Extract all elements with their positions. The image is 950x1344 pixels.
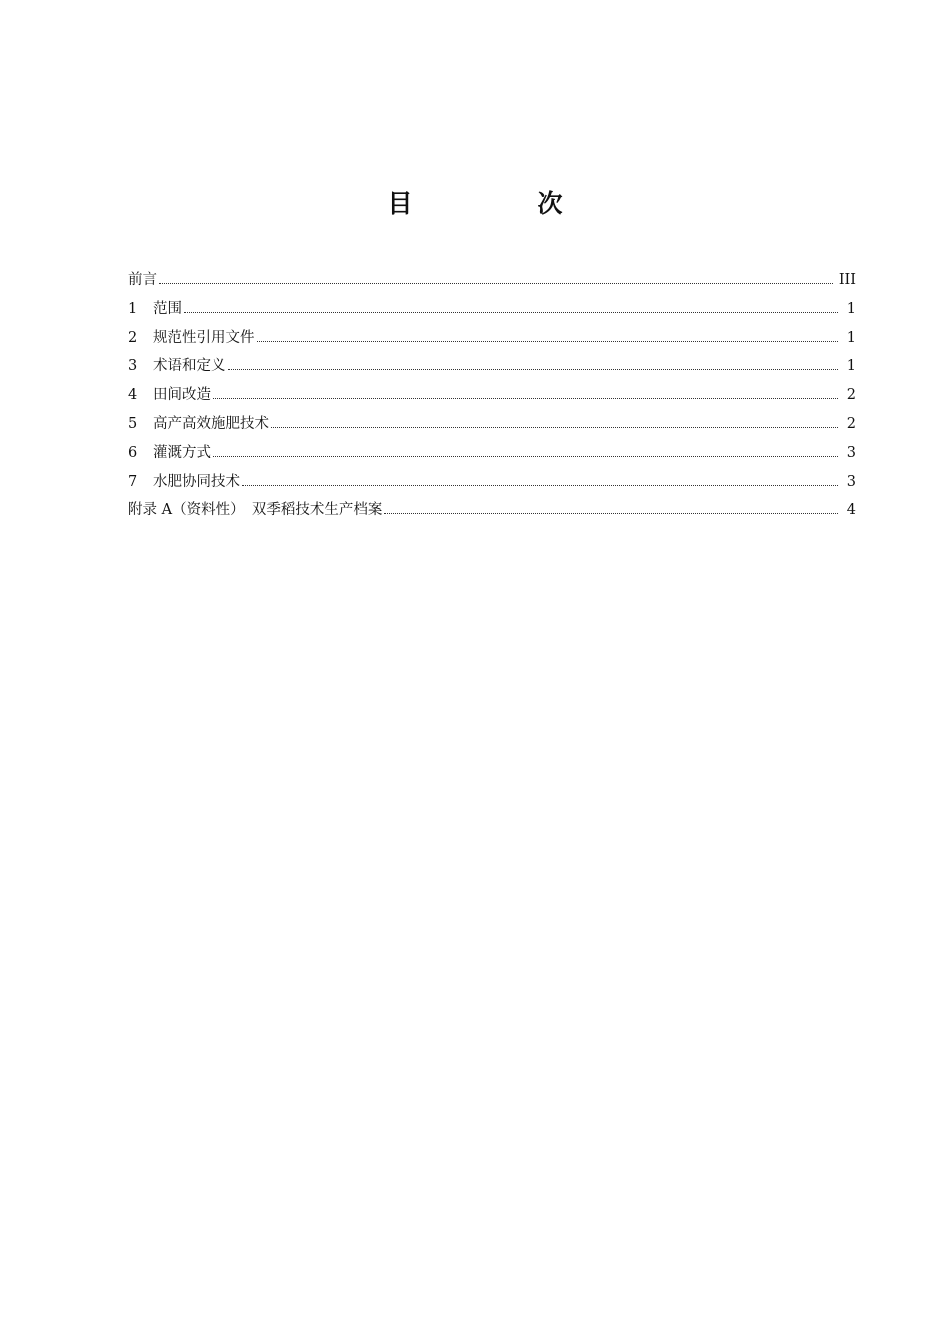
toc-leader-dots bbox=[213, 439, 838, 468]
toc-entry-water-fertilizer[interactable] bbox=[128, 468, 856, 497]
toc-leader-dots bbox=[184, 295, 838, 324]
toc-leader-dots bbox=[159, 266, 833, 295]
toc-entry-field-improvement[interactable] bbox=[128, 381, 856, 410]
toc-entry-label: 范围 bbox=[153, 300, 182, 317]
toc-entry-label: 规范性引用文件 bbox=[153, 329, 255, 346]
page-title: 目 次 bbox=[387, 189, 613, 218]
toc-entry-label: 高产高效施肥技术 bbox=[153, 415, 269, 432]
toc-leader-dots bbox=[257, 324, 839, 353]
toc-entry-normative-references[interactable] bbox=[128, 324, 856, 353]
toc-entry-label: 水肥协同技术 bbox=[153, 473, 240, 490]
toc-leader-dots bbox=[213, 381, 838, 410]
toc-leader-dots bbox=[384, 496, 838, 525]
toc-entry-number: 1 bbox=[128, 300, 138, 317]
toc-entry-page: 3 bbox=[846, 473, 856, 490]
toc-leader-dots bbox=[228, 352, 839, 381]
toc-entry-label: 灌溉方式 bbox=[153, 444, 211, 461]
toc-entry-page: 1 bbox=[846, 300, 856, 317]
toc-entry-irrigation[interactable] bbox=[128, 439, 856, 468]
toc-entry-page: 2 bbox=[846, 387, 856, 404]
toc-entry-page: 4 bbox=[846, 502, 856, 519]
toc-leader-dots bbox=[242, 468, 838, 497]
toc-entry-number: 5 bbox=[128, 415, 138, 432]
toc-entry-scope[interactable] bbox=[128, 295, 856, 324]
toc-entry-appendix-a[interactable] bbox=[128, 496, 856, 525]
toc-entry-terms-definitions[interactable] bbox=[128, 352, 856, 381]
toc-entry-page: 1 bbox=[846, 358, 856, 375]
toc-entry-foreword[interactable] bbox=[128, 266, 856, 295]
table-of-contents bbox=[128, 266, 856, 525]
toc-entry-label: 术语和定义 bbox=[153, 358, 226, 375]
toc-entry-page: 2 bbox=[846, 415, 856, 432]
toc-entry-number: 3 bbox=[128, 358, 138, 375]
toc-entry-label: 前言 bbox=[128, 272, 157, 288]
toc-entry-number: 6 bbox=[128, 444, 138, 461]
toc-entry-label: 附录 A（资料性） 双季稻技术生产档案 bbox=[128, 502, 383, 519]
toc-entry-page: 3 bbox=[846, 444, 856, 461]
toc-entry-fertilization[interactable] bbox=[128, 410, 856, 439]
toc-entry-page: III bbox=[838, 272, 856, 288]
toc-entry-number: 4 bbox=[128, 387, 138, 404]
toc-entry-number: 7 bbox=[128, 473, 138, 490]
toc-entry-number: 2 bbox=[128, 329, 138, 346]
toc-leader-dots bbox=[271, 410, 838, 439]
toc-entry-page: 1 bbox=[846, 329, 856, 346]
toc-entry-label: 田间改造 bbox=[153, 387, 211, 404]
